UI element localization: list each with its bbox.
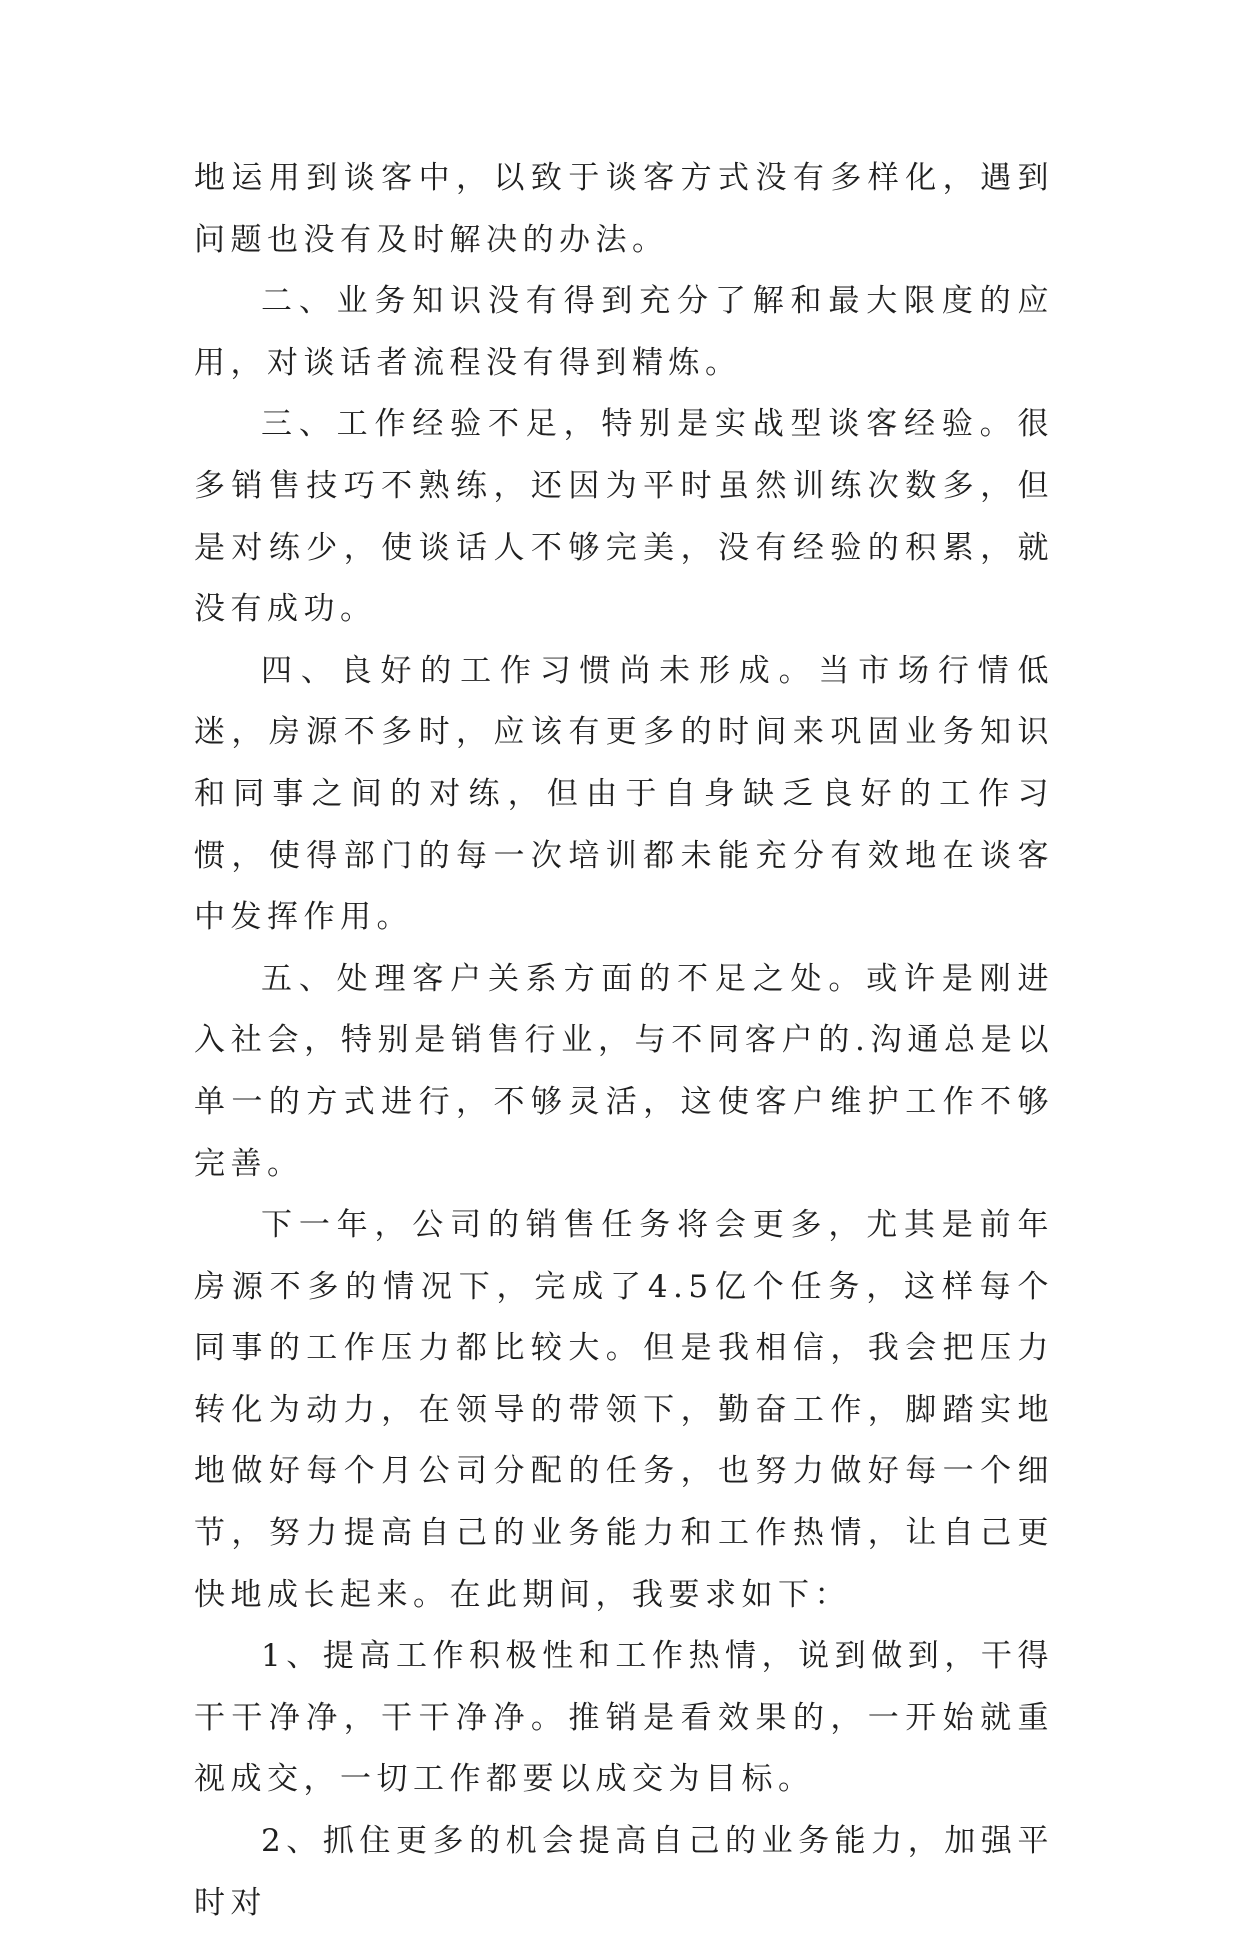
paragraph-point-5: 五、处理客户关系方面的不足之处。或许是刚进入社会，特别是销售行业，与不同客户的.沟通总是以单一的方式进行，不够灵活，这使客户维护工作不够完善。	[194, 960, 1054, 1182]
paragraph-requirement-1: 1、提高工作积极性和工作热情，说到做到，干得干干净净，干干净净。推销是看效果的，一开始就重视成交，一切工作都要以成交为目标。	[194, 1638, 1054, 1798]
paragraph-point-4: 四、良好的工作习惯尚未形成。当市场行情低迷，房源不多时，应该有更多的时间来巩固业务知识和同事之间的对练，但由于自身缺乏良好的工作习惯，使得部门的每一次培训都未能充分有效地在谈客中发挥作用。	[194, 652, 1054, 936]
document-body	[194, 148, 1054, 1934]
paragraph-point-2: 二、业务知识没有得到充分了解和最大限度的应用，对谈话者流程没有得到精炼。	[194, 283, 1054, 381]
paragraph-requirement-2: 2、抓住更多的机会提高自己的业务能力，加强平时对	[194, 1823, 1054, 1921]
paragraph-continuation: 地运用到谈客中，以致于谈客方式没有多样化，遇到问题也没有及时解决的办法。	[194, 160, 1054, 258]
paragraph-point-3: 三、工作经验不足，特别是实战型谈客经验。很多销售技巧不熟练，还因为平时虽然训练次数多，但是对练少，使谈话人不够完美，没有经验的积累，就没有成功。	[194, 406, 1054, 628]
paragraph-next-year-plan: 下一年，公司的销售任务将会更多，尤其是前年房源不多的情况下，完成了4.5亿个任务，这样每个同事的工作压力都比较大。但是我相信，我会把压力转化为动力，在领导的带领下，勤奋工作，脚踏实地地做好每个月公司分配的任务，也努力做好每一个细节，努力提高自己的业务能力和工作热情，让自己更快地成长起来。在此期间，我要求如下：	[194, 1207, 1054, 1613]
